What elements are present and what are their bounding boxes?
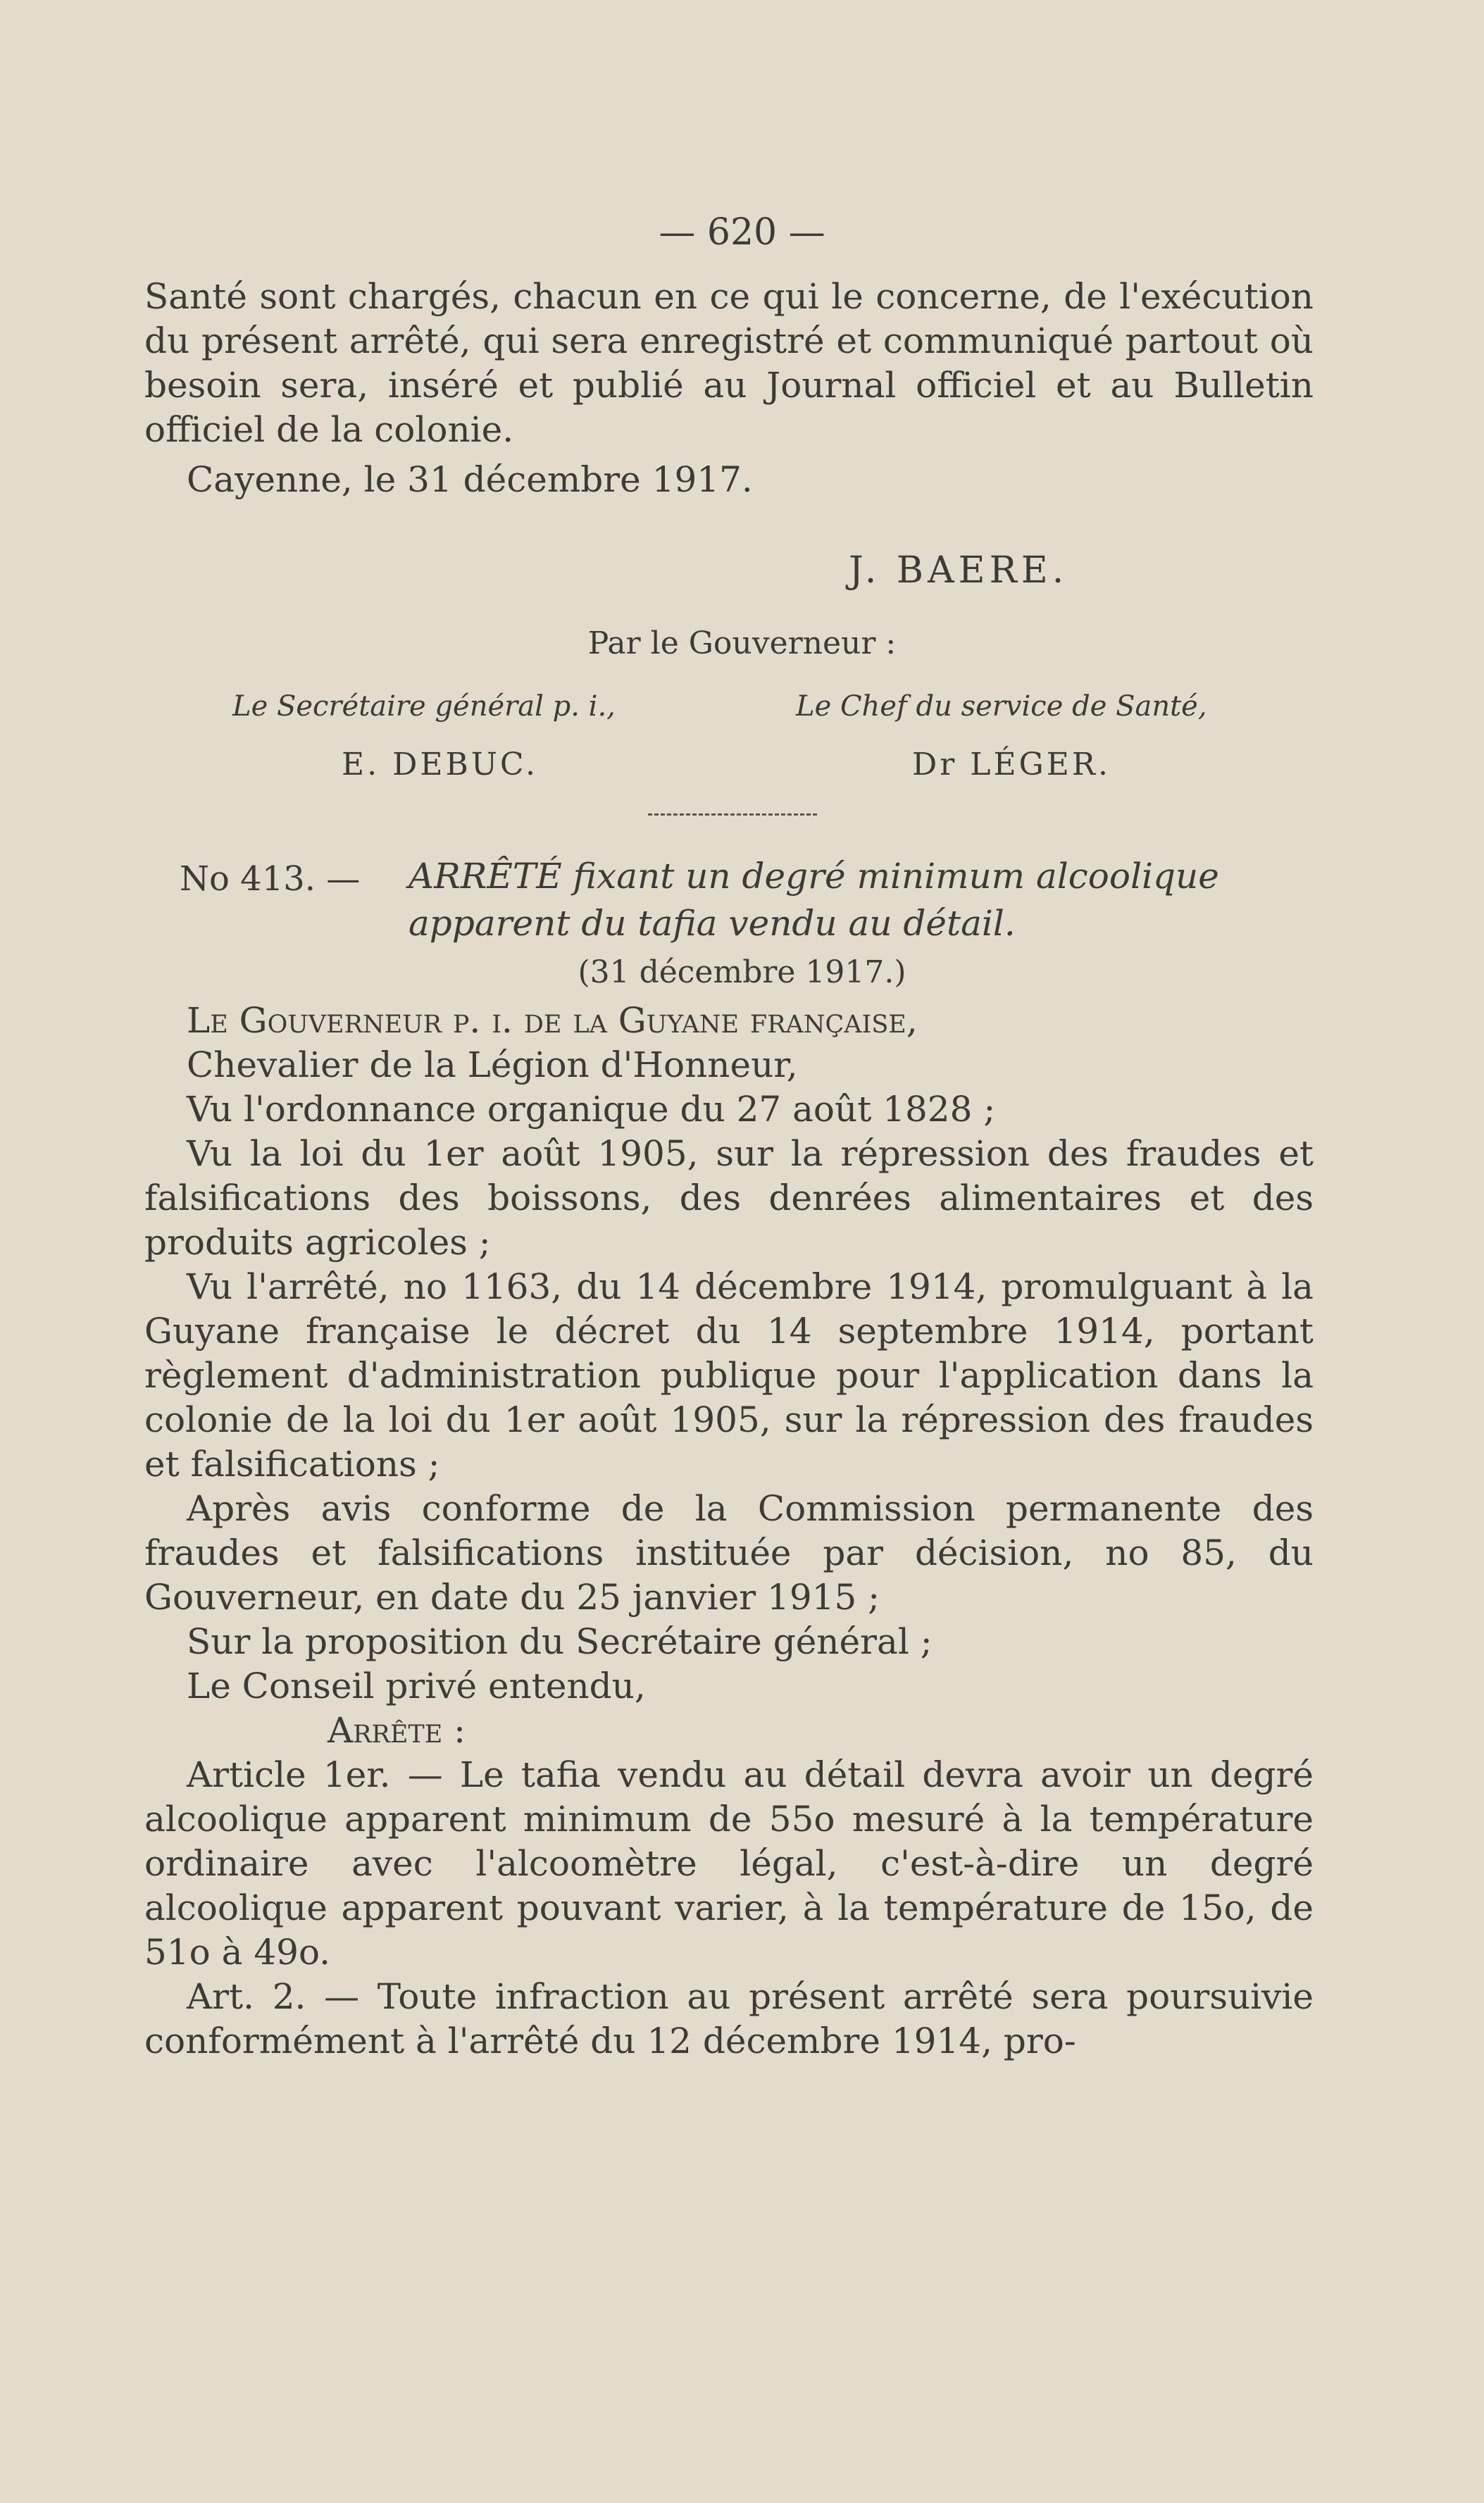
vu-arrete: Vu l'arrêté, no 1163, du 14 décembre 1914, promulguant à la Guyane française le décret du 14 septembre 1914, portant règlement d'administration publique pour l'application dans la colonie de la loi du 1er août 1905, sur la répression des fraudes et falsifications ; xyxy=(144,1266,1314,1485)
decree-number: No 413. — xyxy=(180,859,361,899)
vu-loi: Vu la loi du 1er août 1905, sur la répression des fraudes et falsifications des boissons, des denrées alimentaires et des produits agricoles ; xyxy=(144,1133,1314,1263)
decree-title-line2: apparent du tafia vendu au détail. xyxy=(409,903,1016,944)
page-number: — 620 — xyxy=(659,211,825,254)
separator-rule xyxy=(648,813,817,816)
conseil-prive: Le Conseil privé entendu, xyxy=(187,1666,646,1706)
right-signatory-name: Dr LÉGER. xyxy=(912,747,1111,782)
vu-ordonnance: Vu l'ordonnance organique du 27 août 1828 ; xyxy=(187,1089,996,1130)
signature: J. BAERE. xyxy=(849,549,1068,592)
apres-avis: Après avis conforme de la Commission permanente des fraudes et falsifications instituée par décision, no 85, du Gouverneur, en date du 25 janvier 1915 ; xyxy=(144,1488,1314,1618)
arrete-heading: Arrête : xyxy=(328,1710,466,1751)
governor-line1: Le Gouverneur p. i. de la Guyane française, xyxy=(187,1000,918,1041)
article-2: Art. 2. — Toute infraction au présent arrêté sera poursuivie conformément à l'arrêté du 12 décembre 1914, pro- xyxy=(144,1976,1314,2061)
decree-body xyxy=(144,999,1314,2064)
sur-proposition: Sur la proposition du Secrétaire général ; xyxy=(187,1621,933,1662)
intro-paragraph xyxy=(144,275,1314,502)
intro-text: Santé sont chargés, chacun en ce qui le concerne, de l'exécution du présent arrêté, qui sera enregistré et communiqué partout où besoin sera, inséré et publié au Journal officiel et au Bulletin officiel de la colonie. xyxy=(144,276,1314,450)
left-signatory-title: Le Secrétaire général p. i., xyxy=(232,690,616,723)
decree-date: (31 décembre 1917.) xyxy=(578,954,906,990)
date-line: Cayenne, le 31 décembre 1917. xyxy=(187,459,753,500)
article-1: Article 1er. — Le tafia vendu au détail devra avoir un degré alcoolique apparent minimum de 55o mesuré à la température ordinaire avec l'alcoomètre légal, c'est-à-dire un degré alcoolique apparent pouvant varier, à la température de 15o, de 51o à 49o. xyxy=(144,1754,1314,1973)
par-le-gouverneur: Par le Gouverneur : xyxy=(587,625,897,661)
left-signatory-name: E. DEBUC. xyxy=(342,747,538,782)
decree-title-line1: ARRÊTÉ fixant un degré minimum alcoolique xyxy=(409,856,1219,897)
right-signatory-title: Le Chef du service de Santé, xyxy=(796,690,1207,723)
governor-line2: Chevalier de la Légion d'Honneur, xyxy=(187,1044,798,1085)
